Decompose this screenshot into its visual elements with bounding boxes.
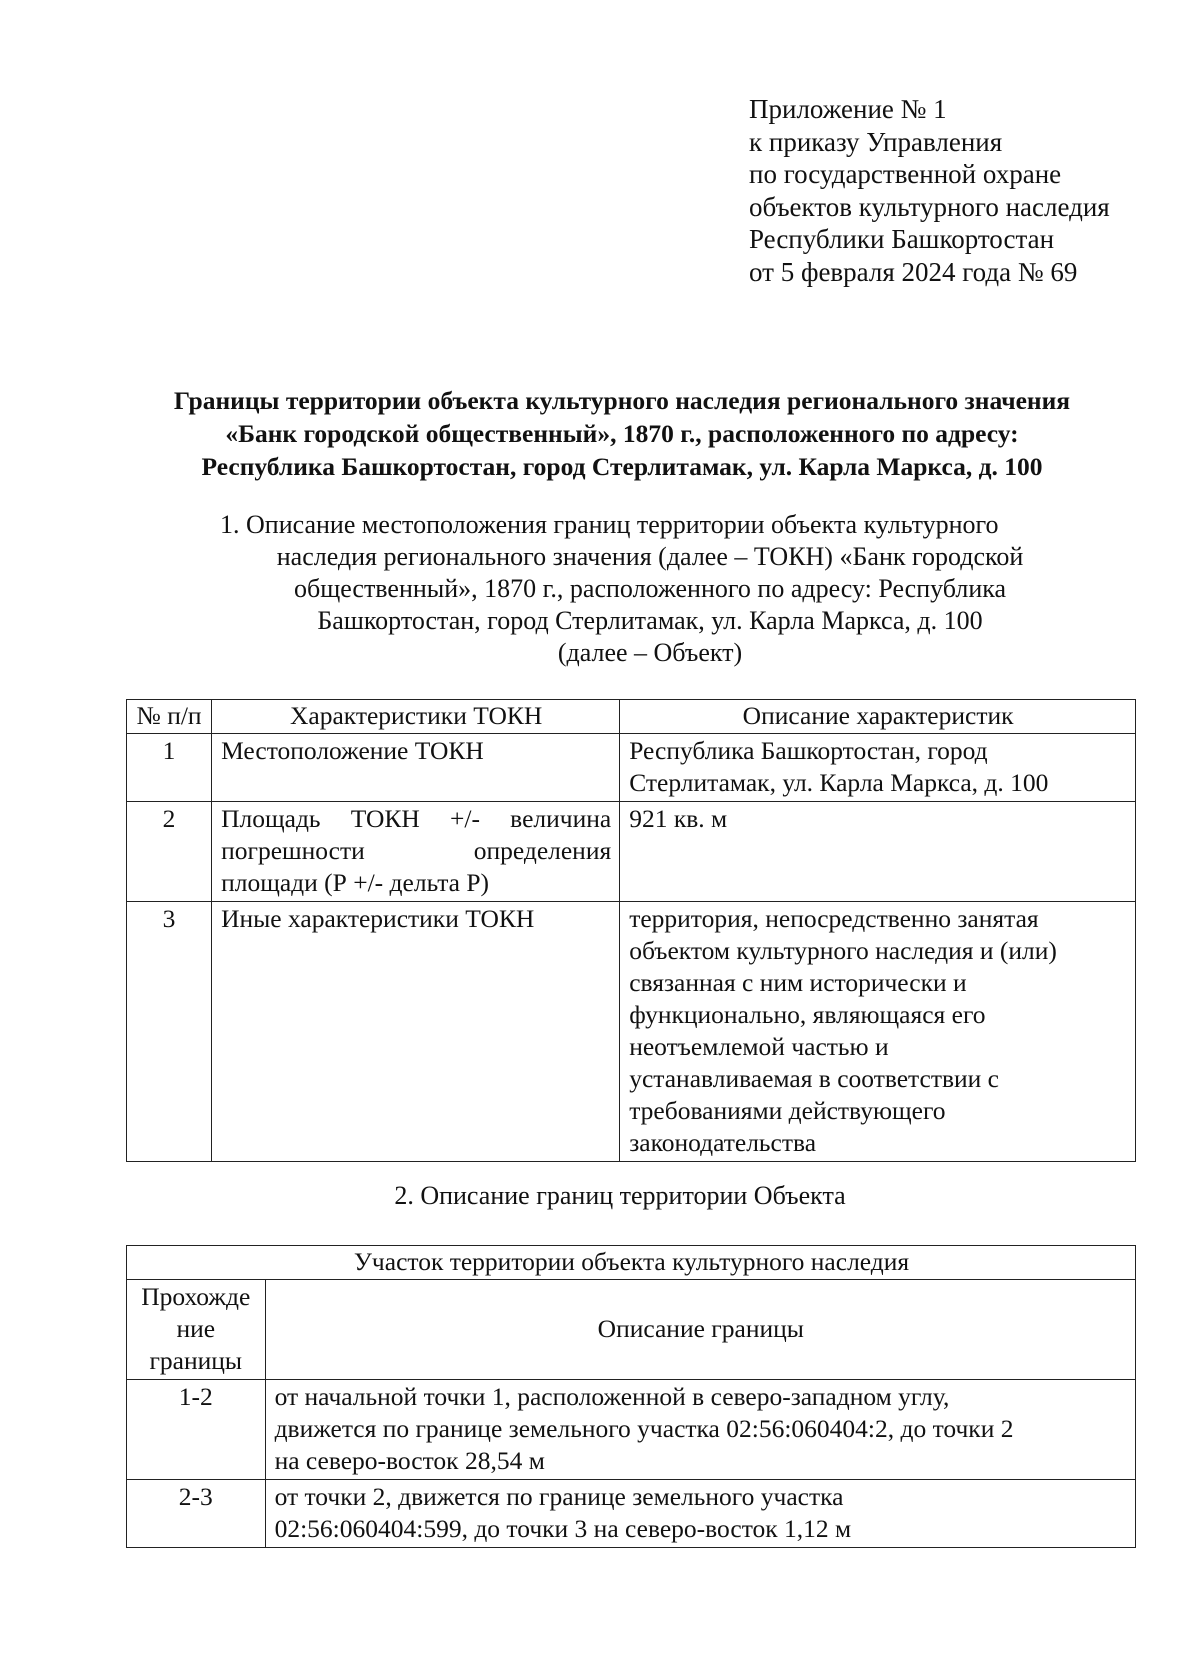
cell-line: функционально, являющаяся его bbox=[629, 1000, 986, 1029]
section1-heading bbox=[210, 509, 1090, 669]
document-title bbox=[100, 384, 1144, 483]
table-caption: Участок территории объекта культурного наследия bbox=[127, 1246, 1136, 1280]
row-number: 1 bbox=[127, 734, 212, 802]
cell-line: неотъемлемой частью и bbox=[629, 1032, 889, 1061]
header-boundary-description: Описание границы bbox=[265, 1280, 1135, 1380]
cell-line: связанная с ним исторически и bbox=[629, 968, 967, 997]
cell-line: границы bbox=[149, 1346, 243, 1375]
row-number: 3 bbox=[127, 902, 212, 1162]
cell-line: погрешности определения bbox=[221, 836, 612, 865]
table-caption-row bbox=[127, 1246, 1136, 1280]
header-description: Описание характеристик bbox=[620, 700, 1136, 734]
cell-line: площади (Р +/- дельта Р) bbox=[221, 868, 490, 897]
table-row bbox=[127, 1380, 1136, 1480]
row-description bbox=[620, 802, 1136, 902]
row-description bbox=[265, 1380, 1135, 1480]
table-row bbox=[127, 1480, 1136, 1548]
appendix-note bbox=[749, 93, 1110, 288]
section2-heading: 2. Описание границ территории Объекта bbox=[394, 1181, 846, 1210]
cell-line: 02:56:060404:599, до точки 3 на северо-восток 1,12 м bbox=[274, 1514, 852, 1543]
title-line: «Банк городской общественный», 1870 г., расположенного по адресу: bbox=[225, 419, 1019, 448]
cell-line: Местоположение ТОКН bbox=[221, 736, 484, 765]
row-description bbox=[265, 1480, 1135, 1548]
cell-line: от начальной точки 1, расположенной в северо-западном углу, bbox=[274, 1382, 950, 1411]
cell-line: Прохожде bbox=[141, 1282, 251, 1311]
row-description bbox=[620, 734, 1136, 802]
table-row bbox=[127, 802, 1136, 902]
cell-line: Иные характеристики ТОКН bbox=[221, 904, 535, 933]
header-characteristic: Характеристики ТОКН bbox=[212, 700, 620, 734]
cell-line: 921 кв. м bbox=[629, 804, 728, 833]
row-characteristic bbox=[212, 734, 620, 802]
cell-line: Стерлитамак, ул. Карла Маркса, д. 100 bbox=[629, 768, 1049, 797]
cell-line: требованиями действующего bbox=[629, 1096, 946, 1125]
table-header-row bbox=[127, 700, 1136, 734]
table-row bbox=[127, 734, 1136, 802]
cell-line: законодательства bbox=[629, 1128, 817, 1157]
appendix-line: объектов культурного наследия bbox=[749, 191, 1110, 222]
row-segment: 1-2 bbox=[127, 1380, 266, 1480]
appendix-line: от 5 февраля 2024 года № 69 bbox=[749, 256, 1078, 287]
section1-line: (далее – Объект) bbox=[557, 638, 743, 667]
cell-line: ние bbox=[176, 1314, 216, 1343]
row-characteristic bbox=[212, 902, 620, 1162]
appendix-line: Приложение № 1 bbox=[749, 94, 947, 124]
section1-line: Башкортостан, город Стерлитамак, ул. Карла Маркса, д. 100 bbox=[317, 606, 983, 635]
header-segment bbox=[127, 1280, 266, 1380]
section1-line: наследия регионального значения (далее – ТОКН) «Банк городской bbox=[276, 542, 1024, 571]
cell-line: устанавливаемая в соответствии с bbox=[629, 1064, 1000, 1093]
appendix-line: по государственной охране bbox=[749, 159, 1062, 189]
appendix-line: к приказу Управления bbox=[749, 126, 1003, 157]
row-characteristic bbox=[212, 802, 620, 902]
cell-line: движется по границе земельного участка 02:56:060404:2, до точки 2 bbox=[274, 1414, 1014, 1443]
cell-line: на северо-восток 28,54 м bbox=[274, 1446, 545, 1475]
table-header-row bbox=[127, 1280, 1136, 1380]
section1-line: 1. Описание местоположения границ территории объекта культурного bbox=[220, 510, 999, 539]
table-row bbox=[127, 902, 1136, 1162]
cell-line: от точки 2, движется по границе земельного участка bbox=[274, 1482, 844, 1511]
cell-line: территория, непосредственно занятая bbox=[629, 904, 1039, 933]
cell-line: Площадь ТОКН +/- величина bbox=[221, 804, 612, 833]
cell-line: Республика Башкортостан, город bbox=[629, 736, 988, 765]
title-line: Границы территории объекта культурного наследия регионального значения bbox=[173, 386, 1071, 415]
row-segment: 2-3 bbox=[127, 1480, 266, 1548]
header-number: № п/п bbox=[127, 700, 212, 734]
row-number: 2 bbox=[127, 802, 212, 902]
row-description bbox=[620, 902, 1136, 1162]
appendix-line: Республики Башкортостан bbox=[749, 224, 1055, 254]
title-line: Республика Башкортостан, город Стерлитамак, ул. Карла Маркса, д. 100 bbox=[201, 452, 1043, 481]
cell-line: объектом культурного наследия и (или) bbox=[629, 936, 1057, 965]
characteristics-table bbox=[126, 699, 1136, 1162]
section1-line: общественный», 1870 г., расположенного по адресу: Республика bbox=[293, 574, 1007, 603]
boundary-table bbox=[126, 1245, 1136, 1548]
